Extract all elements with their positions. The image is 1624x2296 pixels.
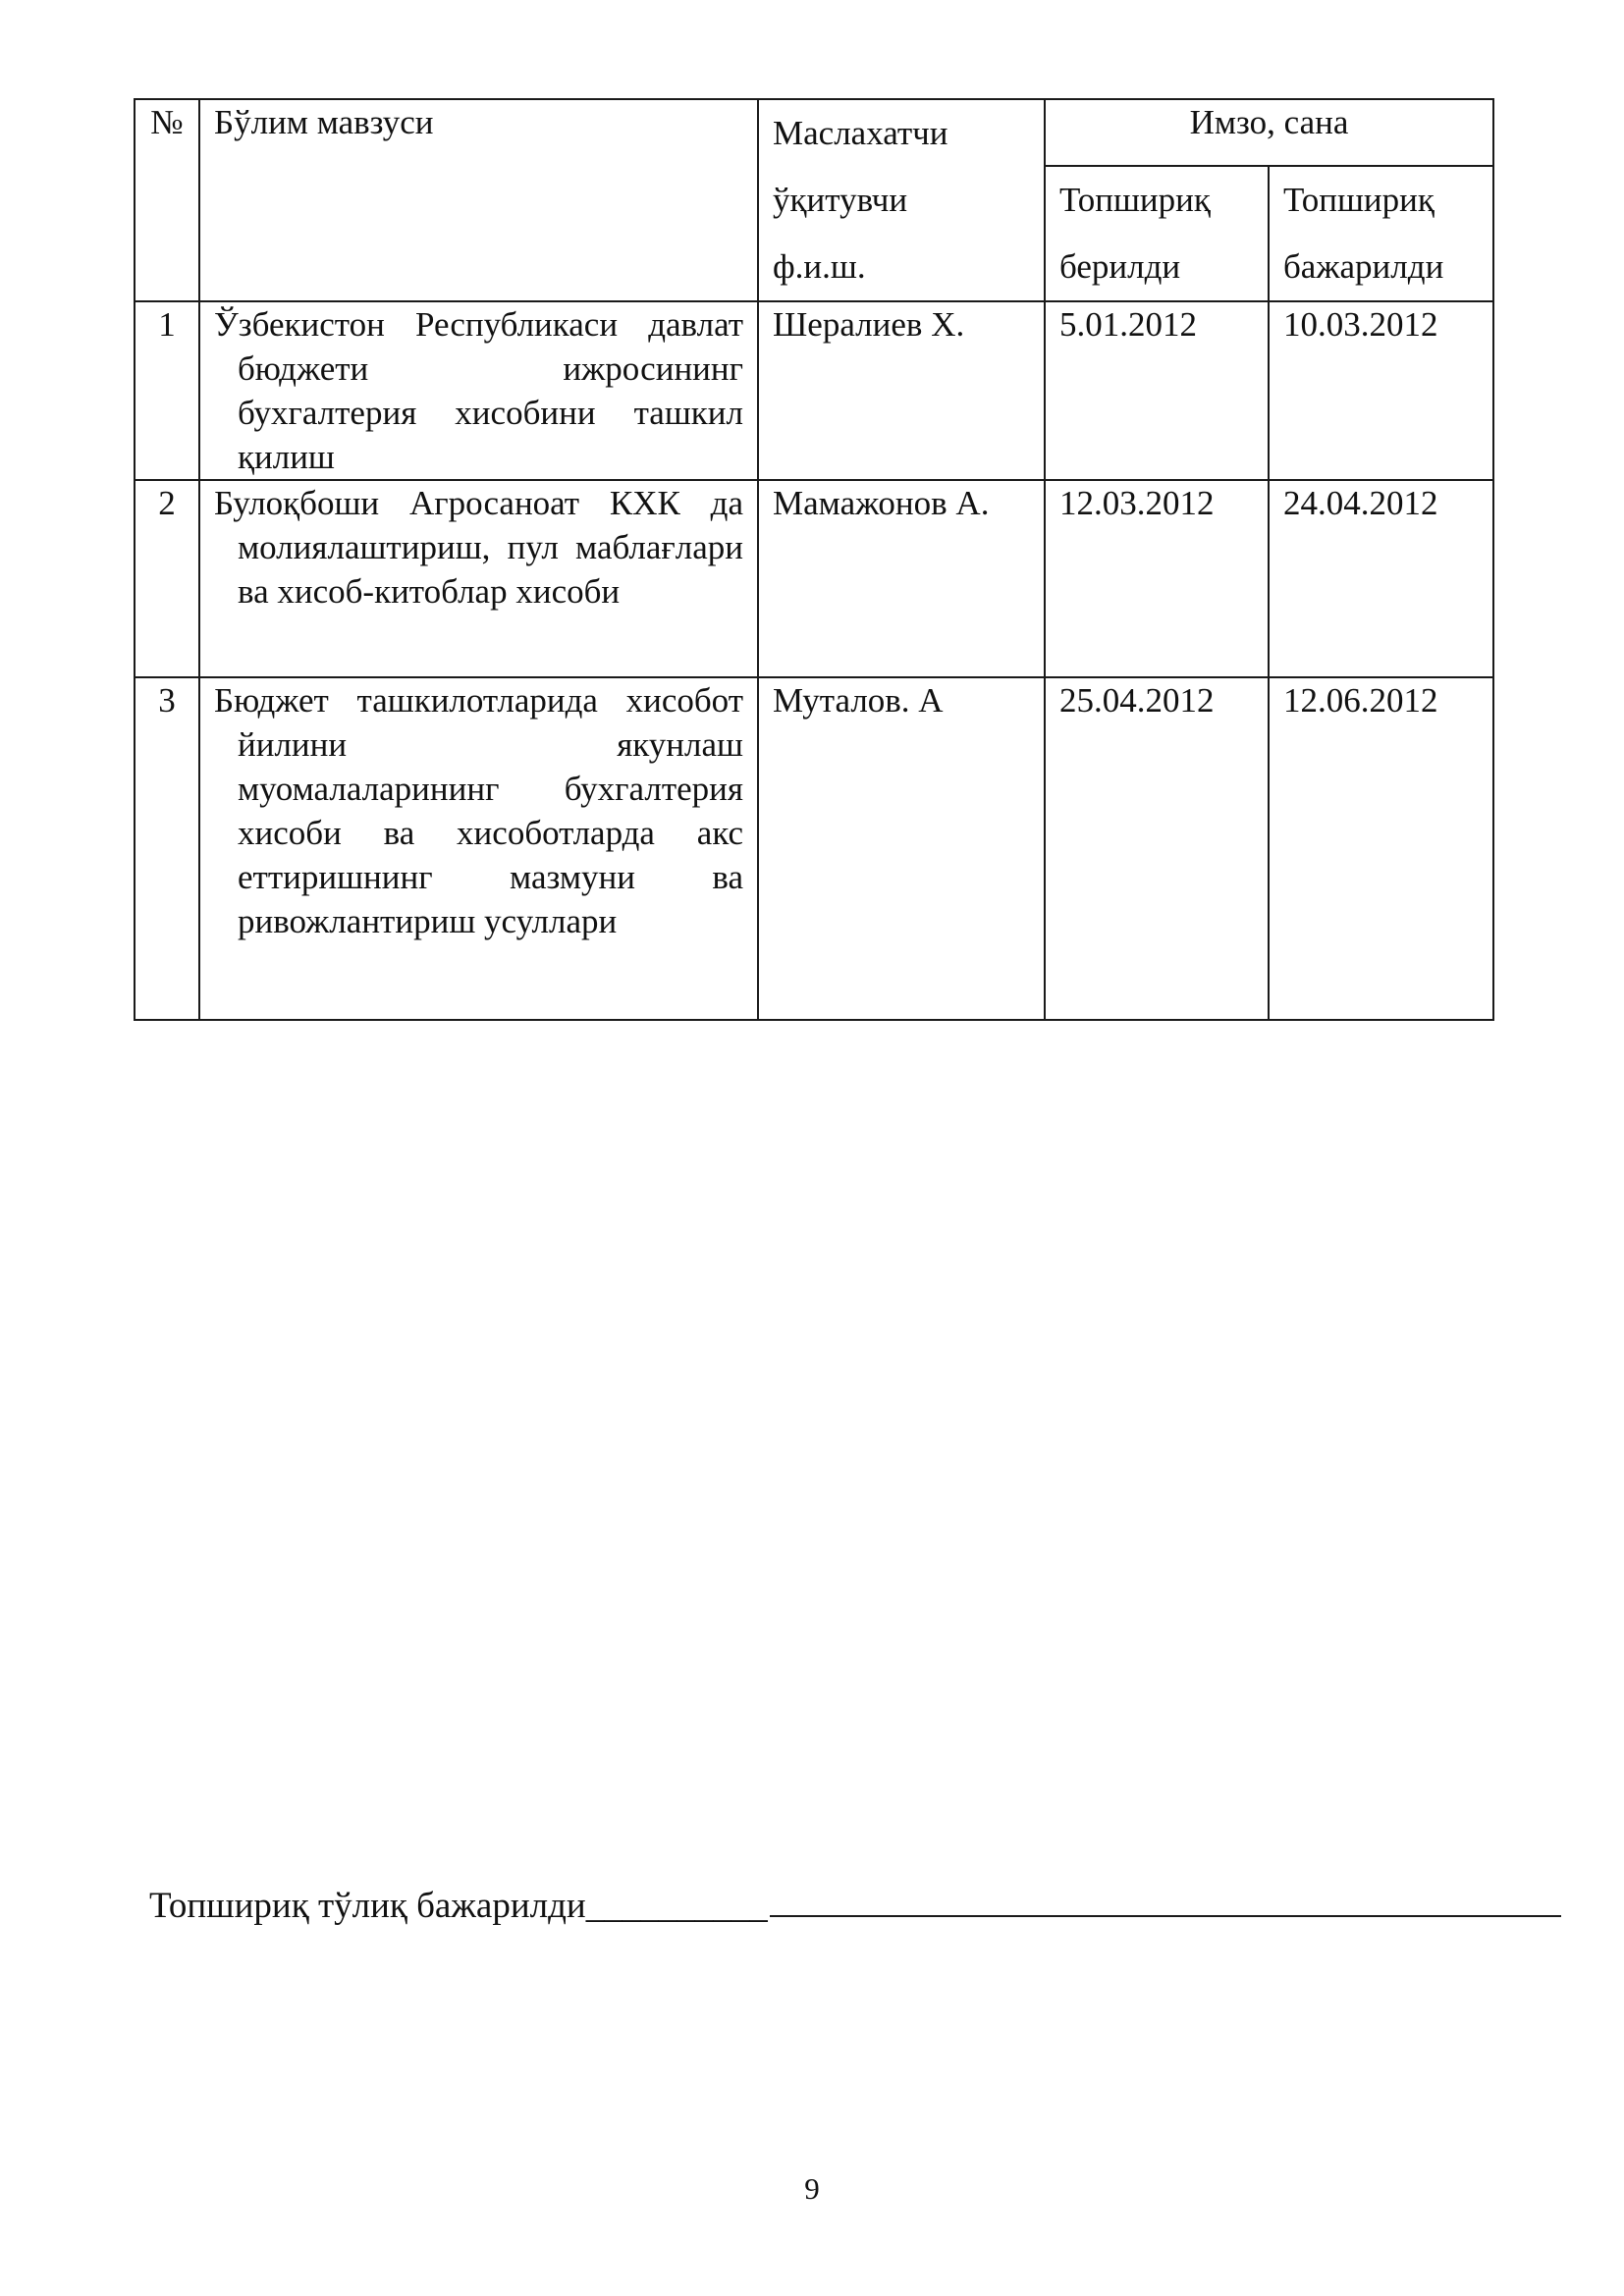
header-advisor xyxy=(758,99,1045,301)
table-row xyxy=(135,301,1493,480)
row-topic xyxy=(199,301,758,480)
row-topic xyxy=(199,677,758,1020)
header-signature-date: Имзо, сана xyxy=(1045,99,1493,166)
header-completed xyxy=(1269,166,1493,301)
row-assigned-date: 12.03.2012 xyxy=(1045,480,1269,677)
header-completed-line: Топшириқ xyxy=(1283,181,1435,219)
row-number: 2 xyxy=(135,480,199,677)
table-header-row xyxy=(135,99,1493,166)
header-advisor-line: Маслахатчи xyxy=(773,114,948,152)
header-assigned xyxy=(1045,166,1269,301)
row-advisor: Мамажонов А. xyxy=(758,480,1045,677)
row-topic-text: Бюджет ташкилотларида хисобот йилини якунлаш муомалаларининг бухгалтерия хисоби ва хисоботларда акс еттиришнинг мазмуни ва ривожлантириш усуллари xyxy=(214,681,743,940)
row-advisor: Муталов. А xyxy=(758,677,1045,1020)
row-topic-text: Ўзбекистон Республикаси давлат бюджети ижросининг бухгалтерия хисобини ташкил қилиш xyxy=(214,305,743,476)
row-advisor: Шералиев Х. xyxy=(758,301,1045,480)
header-number: № xyxy=(135,99,199,301)
header-advisor-line: ф.и.ш. xyxy=(773,247,866,286)
table-row xyxy=(135,677,1493,1020)
row-assigned-date: 25.04.2012 xyxy=(1045,677,1269,1020)
header-completed-line: бажарилди xyxy=(1283,247,1444,286)
row-completed-date: 24.04.2012 xyxy=(1269,480,1493,677)
signature-blank-line xyxy=(770,1913,1561,1917)
page-number: 9 xyxy=(804,2171,820,2206)
row-topic-text: Булоқбоши Агросаноат КХК да молиялаштириш, пул маблағлари ва хисоб-китоблар хисоби xyxy=(214,484,743,611)
completion-statement xyxy=(149,1885,1561,1927)
row-completed-date: 12.06.2012 xyxy=(1269,677,1493,1020)
completion-label: Топшириқ тўлиқ бажарилди__________ xyxy=(149,1886,768,1926)
row-number: 1 xyxy=(135,301,199,480)
row-completed-date: 10.03.2012 xyxy=(1269,301,1493,480)
row-number: 3 xyxy=(135,677,199,1020)
table-row xyxy=(135,480,1493,677)
header-advisor-line: ўқитувчи xyxy=(773,181,908,219)
row-assigned-date: 5.01.2012 xyxy=(1045,301,1269,480)
header-assigned-line: Топшириқ xyxy=(1059,181,1211,219)
row-topic xyxy=(199,480,758,677)
header-topic: Бўлим мавзуси xyxy=(199,99,758,301)
assignment-table xyxy=(134,98,1494,1021)
header-assigned-line: берилди xyxy=(1059,247,1181,286)
